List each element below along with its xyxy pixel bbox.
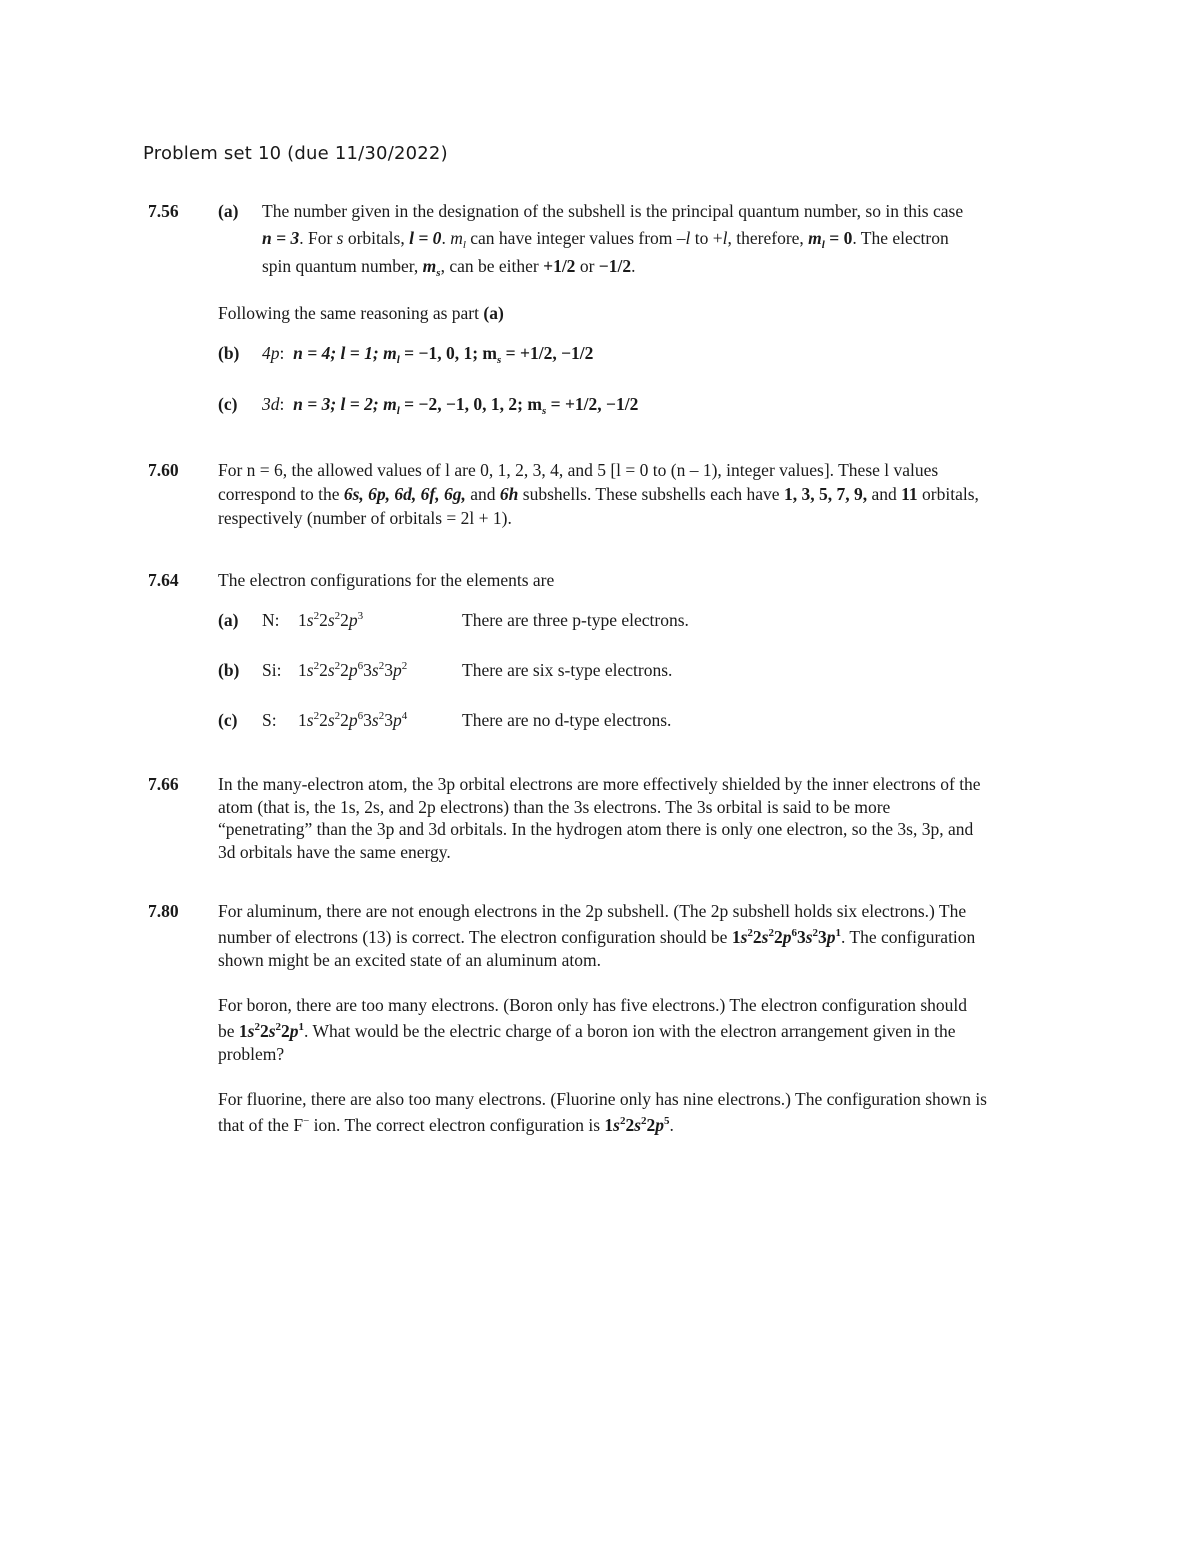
p764-b-label: (b) — [218, 660, 240, 680]
p764-b-element: Si: — [262, 660, 282, 680]
p760-line3: respectively (number of orbitals = 2l + 1). — [218, 508, 512, 528]
p764-c-label: (c) — [218, 710, 238, 730]
part-c-label: (c) — [218, 394, 238, 414]
p756-a-line1: The number given in the designation of the subshell is the principal quantum number, so in this case — [262, 201, 964, 221]
p764-intro: The electron configurations for the elements are — [218, 570, 555, 590]
p760-line2: correspond to the 6s, 6p, 6d, 6f, 6g, and 6h subshells. These subshells each have 1, 3, 5, 7, 9, and 11 orbitals, — [218, 484, 979, 504]
p760-line1: For n = 6, the allowed values of l are 0, 1, 2, 3, 4, and 5 [l = 0 to (n – 1), integer values]. These l values — [218, 460, 939, 480]
p756-a-line2: n = 3. For s orbitals, l = 0. $m_l$ can have integer values from –l to +l, therefore, $m_l = 0$. The electron — [262, 228, 949, 251]
p764-c-element: S: — [262, 710, 277, 730]
problem-number-7-80: 7.80 — [148, 901, 179, 921]
p756-b-line: 4p: n = 4; l = 1; $m_l = -1$, 0, 1; $m_s = +1/2$, −1/2 — [262, 343, 594, 366]
p780-al-line1: For aluminum, there are not enough electrons in the 2p subshell. (The 2p subshell holds six electrons.) The — [218, 901, 967, 921]
p764-c-config: $1s^22s^22p^63s^23p^4$ — [298, 710, 408, 730]
p766-line2: atom (that is, the 1s, 2s, and 2p electrons) than the 3s electrons. The 3s orbital is said to be more — [218, 797, 891, 817]
problem-number-7-60: 7.60 — [148, 460, 179, 480]
p780-b-line3: problem? — [218, 1044, 285, 1064]
p780-f-line1: For fluorine, there are also too many electrons. (Fluorine only has nine electrons.) The configuration shown is — [218, 1089, 987, 1109]
p766-line4: 3d orbitals have the same energy. — [218, 842, 451, 862]
problem-number-7-56: 7.56 — [148, 201, 179, 221]
p780-al-line2: number of electrons (13) is correct. The electron configuration should be $1s^22s^22p^63s^23p^1$. The configuration — [218, 927, 976, 947]
p764-b-config: $1s^22s^22p^63s^23p^2$ — [298, 660, 408, 680]
p766-line3: “penetrating” than the 3p and 3d orbitals. In the hydrogen atom there is only one electron, so the 3s, 3p, and — [218, 819, 974, 839]
page-title: Problem set 10 (due 11/30/2022) — [143, 143, 448, 164]
p764-b-note: There are six s-type electrons. — [462, 660, 673, 680]
p764-a-note: There are three p-type electrons. — [462, 610, 689, 630]
p764-a-config: $1s^22s^22p^3$ — [298, 610, 364, 630]
problem-number-7-66: 7.66 — [148, 774, 179, 794]
p756-following: Following the same reasoning as part (a) — [218, 303, 504, 323]
p766-line1: In the many-electron atom, the 3p orbital electrons are more effectively shielded by the inner electrons of the — [218, 774, 981, 794]
p764-a-element: N: — [262, 610, 280, 630]
p756-a-line3: spin quantum number, $m_s$, can be either +1/2 or −1/2. — [262, 256, 636, 279]
p780-al-line3: shown might be an excited state of an aluminum atom. — [218, 950, 601, 970]
part-b-label: (b) — [218, 343, 240, 363]
p764-c-note: There are no d-type electrons. — [462, 710, 672, 730]
p780-f-line2: that of the F− ion. The correct electron configuration is $1s^22s^22p^5$. — [218, 1115, 674, 1135]
p756-c-line: 3d: n = 3; l = 2; $m_l = -2$, −1, 0, 1, 2; $m_s = +1/2$, −1/2 — [262, 394, 639, 417]
p764-a-label: (a) — [218, 610, 239, 630]
problem-number-7-64: 7.64 — [148, 570, 179, 590]
p780-b-line2: be $1s^22s^22p^1$. What would be the electric charge of a boron ion with the electron arrangement given in the — [218, 1021, 956, 1041]
p780-b-line1: For boron, there are too many electrons. (Boron only has five electrons.) The electron configuration should — [218, 995, 968, 1015]
part-a-label: (a) — [218, 201, 239, 221]
